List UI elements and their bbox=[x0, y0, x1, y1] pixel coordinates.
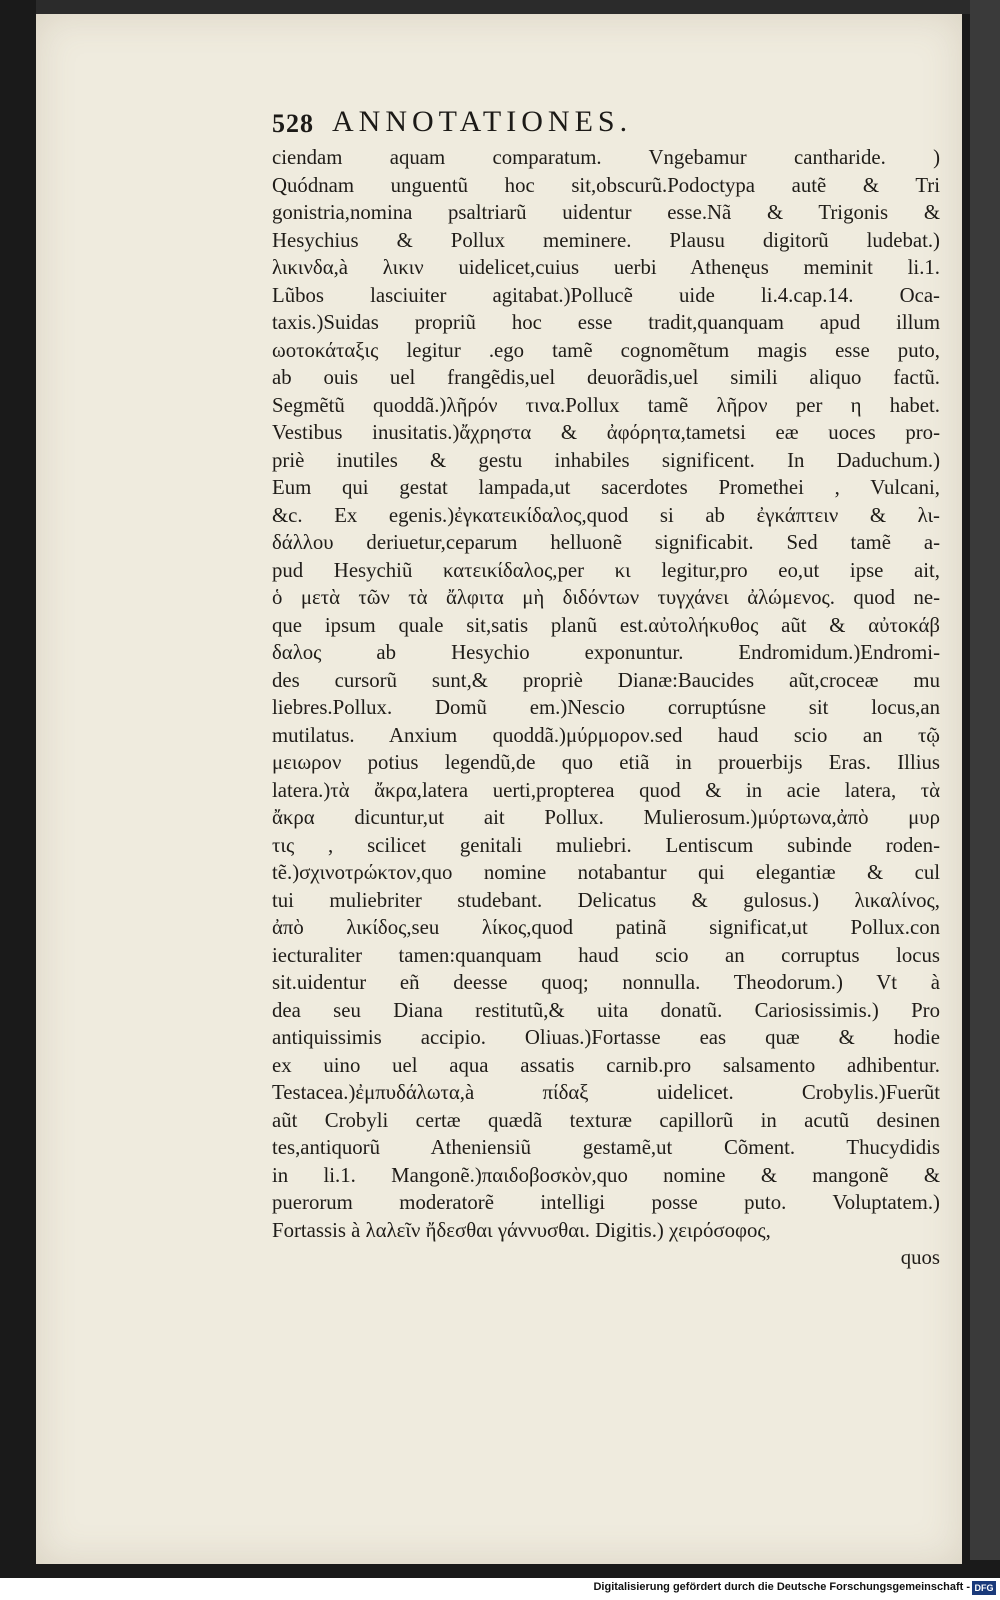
text-line: ciendam aquam comparatum. Vngebamur cantharide. ) bbox=[272, 146, 940, 169]
text-line: tes,antiquorũ Atheniensiũ gestamẽ,ut Cõment. Thucydidis bbox=[272, 1136, 940, 1159]
text-line: iecturaliter tamen:quanquam haud scio an corruptus locus bbox=[272, 943, 940, 967]
text-line: λικινδα,à λικιν uidelicet,cuius uerbi Athenęus meminit li.1. bbox=[272, 256, 940, 279]
text-line: dea seu Diana restitutũ,& uita donatũ. Cariosissimis.) Pro bbox=[272, 998, 940, 1022]
text-line: liebres.Pollux. Domũ em.)Nescio corruptúsne sit locus,an bbox=[272, 696, 940, 719]
text-line: Fortassis à λαλεῖν ἤδεσθαι γάννυσθαι. Digitis.) χειρόσοφος, bbox=[272, 1218, 771, 1242]
page-header bbox=[272, 105, 812, 145]
page-number: 528 bbox=[272, 109, 314, 138]
running-title: ANNOTATIONES. bbox=[332, 105, 633, 138]
digitization-footer bbox=[0, 1578, 1000, 1600]
text-line: μειωρον potius legendũ,de quo etiã in prouerbijs Eras. Illius bbox=[272, 751, 940, 774]
text-line: puerorum moderatorẽ intelligi posse puto. Voluptatem.) bbox=[272, 1191, 940, 1214]
text-line: pud Hesychiũ κατεικίδαλος,per κι legitur,pro eo,ut ipse ait, bbox=[272, 558, 940, 582]
scan-top-edge bbox=[36, 0, 970, 14]
text-line: &c. Ex egenis.)ἐγκατεικίδαλος,quod si ab ἐγκάπτειν & λι- bbox=[272, 503, 940, 527]
text-line: que ipsum quale sit,satis planũ est.αὐτολήκυθος aũt & αὐτοκάβ bbox=[272, 613, 940, 637]
scan-right-edge bbox=[970, 0, 1000, 1560]
text-line: sit.uidentur eñ deesse quoq; nonnulla. Theodorum.) Vt à bbox=[272, 971, 940, 994]
text-line: taxis.)Suidas propriũ hoc esse tradit,quanquam apud illum bbox=[272, 311, 940, 334]
text-line: tui muliebriter studebant. Delicatus & gulosus.) λικαλίνος, bbox=[272, 888, 940, 912]
text-line: priè inutiles & gestu inhabiles significent. In Daduchum.) bbox=[272, 448, 940, 472]
text-line: mutilatus. Anxium quoddã.)μύρμορον.sed haud scio an τῷ bbox=[272, 723, 940, 747]
catchword: quos bbox=[900, 1246, 940, 1269]
text-line: ὁ μετὰ τῶν τὰ ἄλφιτα μὴ διδόντων τυγχάνει ἀλώμενος. quod ne- bbox=[272, 586, 940, 609]
text-line: δαλος ab Hesychio exponuntur. Endromidum.)Endromi- bbox=[272, 641, 940, 664]
text-line: Quódnam unguentũ hoc sit,obscurũ.Podoctypa autẽ & Tri bbox=[272, 173, 940, 197]
text-line: Vestibus inusitatis.)ἄχρηστα & ἀφόρητα,tametsi eæ uoces pro- bbox=[272, 421, 940, 444]
text-line: Segmẽtũ quoddã.)λῆρόν τινα.Pollux tamẽ λῆρον per η habet. bbox=[272, 393, 940, 417]
text-line: tẽ.)σχινοτρώκτον,quo nomine notabantur qui elegantiæ & cul bbox=[272, 861, 940, 884]
text-line: antiquissimis accipio. Oliuas.)Fortasse eas quæ & hodie bbox=[272, 1026, 940, 1049]
text-line: Testacea.)ἐμπυδάλωτα,à πίδαξ uidelicet. Crobylis.)Fuerũt bbox=[272, 1081, 940, 1104]
text-line: ab ouis uel frangẽdis,uel deuorãdis,uel simili aliquo factũ. bbox=[272, 366, 940, 389]
text-line: ex uino uel aqua assatis carnib.pro salsamento adhibentur. bbox=[272, 1053, 940, 1077]
text-line: τις , scilicet genitali muliebri. Lentiscum subinde roden- bbox=[272, 833, 940, 857]
text-line: Lũbos lasciuiter agitabat.)Pollucẽ uide li.4.cap.14. Oca- bbox=[272, 283, 940, 307]
text-line: in li.1. Mangonẽ.)παιδοβοσκὸν,quo nomine & mangonẽ & bbox=[272, 1163, 940, 1187]
text-line: gonistria,nomina psaltriarũ uidentur esse.Nã & Trigonis & bbox=[272, 201, 940, 224]
text-line: δάλλου deriuetur,ceparum helluonẽ significabit. Sed tamẽ a- bbox=[272, 531, 940, 554]
text-line: latera.)τὰ ἄκρα,latera uerti,propterea quod & in acie latera, τὰ bbox=[272, 778, 940, 802]
text-line: ωοτοκάταξις legitur .ego tamẽ cognomẽtum magis esse puto, bbox=[272, 338, 940, 362]
dfg-logo: DFG bbox=[972, 1581, 996, 1595]
annotation-text bbox=[272, 144, 940, 1272]
text-line: Hesychius & Pollux meminere. Plausu digitorũ ludebat.) bbox=[272, 228, 940, 252]
text-line: aũt Crobyli certæ quædã texturæ capillorũ in acutũ desinen bbox=[272, 1108, 940, 1132]
text-line: ἀπὸ λικίδος,seu λίκος,quod patinã significat,ut Pollux.con bbox=[272, 916, 940, 939]
text-line: des cursorũ sunt,& propriè Dianæ:Baucides aũt,croceæ mu bbox=[272, 668, 940, 692]
funding-notice: Digitalisierung gefördert durch die Deutsche Forschungsgemeinschaft - bbox=[593, 1581, 970, 1593]
text-line: ἄκρα dicuntur,ut ait Pollux. Mulierosum.)μύρτωνα,ἀπὸ μυρ bbox=[272, 806, 940, 829]
text-line: Eum qui gestat lampada,ut sacerdotes Promethei , Vulcani, bbox=[272, 476, 940, 499]
